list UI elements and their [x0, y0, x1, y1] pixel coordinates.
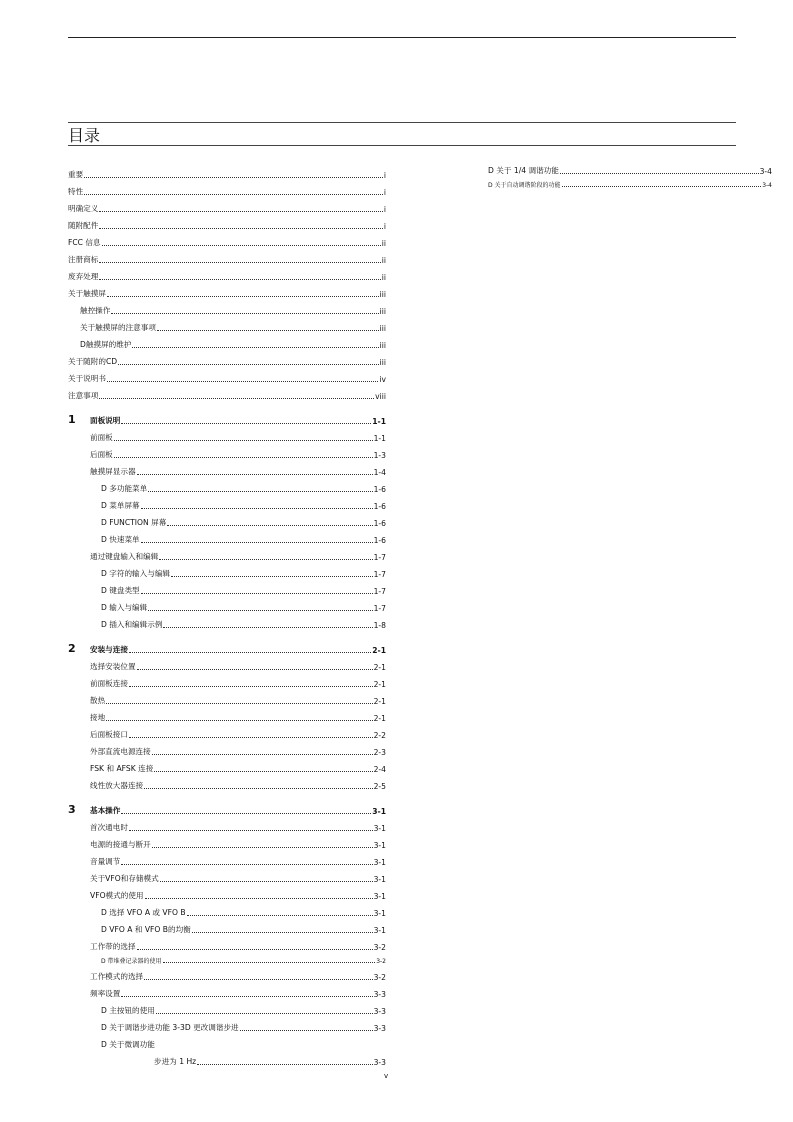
dot-leader	[167, 525, 372, 526]
toc-entry-page: i	[383, 222, 386, 231]
toc-entry-page: 3-1	[373, 858, 386, 867]
toc-entry-label: D 关于 1/4 调谐功能	[488, 166, 559, 175]
toc-entry-label: 线性放大器连接	[90, 781, 144, 790]
toc-entry-label: D触摸屏的维护	[80, 340, 132, 349]
toc-entry-page: 1-6	[373, 485, 386, 494]
dot-leader	[562, 186, 762, 187]
toc-entry-page: 2-1	[373, 663, 386, 672]
toc-entry-label: D 选择 VFO A 或 VFO B	[101, 908, 186, 917]
toc-entry[interactable]	[68, 460, 386, 477]
toc-entry-label: D 主按钮的使用	[101, 1006, 155, 1015]
dot-leader	[137, 474, 373, 475]
toc-entry-label: FSK 和 AFSK 连接	[90, 764, 154, 773]
dot-leader	[240, 1030, 373, 1031]
toc-entry[interactable]	[68, 1033, 386, 1050]
toc-entry[interactable]	[68, 1016, 386, 1033]
toc-entry[interactable]	[68, 816, 386, 833]
dot-leader	[141, 542, 373, 543]
toc-entry-page: 3-3	[373, 1058, 386, 1067]
toc-entry[interactable]	[68, 723, 386, 740]
toc-entry[interactable]	[68, 982, 386, 999]
toc-entry-label: D 菜单屏幕	[101, 501, 140, 510]
toc-entry[interactable]	[68, 935, 386, 952]
toc-entry-label: D FUNCTION 屏幕	[101, 518, 167, 527]
toc-entry-page: viii	[375, 392, 386, 401]
dot-leader	[154, 771, 372, 772]
dot-leader	[144, 788, 372, 789]
dot-leader	[148, 491, 372, 492]
dot-leader	[99, 262, 380, 263]
dot-leader	[107, 296, 379, 297]
toc-entry-label: 频率设置	[90, 989, 121, 998]
toc-entry-label: 后面板接口	[90, 730, 128, 739]
toc-entry-label: 工作模式的选择	[90, 972, 144, 981]
toc-entry[interactable]	[68, 740, 386, 757]
dot-leader	[144, 979, 372, 980]
toc-entry[interactable]	[68, 757, 386, 774]
dot-leader	[163, 962, 376, 963]
toc-entry-page: 1-1	[372, 417, 386, 426]
dot-leader	[99, 211, 383, 212]
toc-entry-page: 2-1	[373, 680, 386, 689]
chapter-number: 1	[68, 413, 76, 426]
dot-leader	[187, 915, 373, 916]
toc-entry[interactable]	[68, 528, 386, 545]
toc-entry[interactable]	[68, 850, 386, 867]
dot-leader	[159, 559, 372, 560]
dot-leader	[171, 576, 373, 577]
title-rule-bottom	[68, 145, 736, 146]
toc-entry-page: 3-2	[373, 973, 386, 982]
toc-entry-page: 1-7	[373, 570, 386, 579]
dot-leader	[102, 245, 381, 246]
toc-entry-label: 触摸屏显示器	[90, 467, 136, 476]
toc-entry[interactable]	[68, 511, 386, 528]
toc-entry-label: 前面板连接	[90, 679, 128, 688]
dot-leader	[132, 347, 378, 348]
dot-leader	[141, 508, 373, 509]
toc-entry[interactable]	[68, 367, 386, 384]
toc-entry-page: 1-8	[373, 621, 386, 630]
toc-entry[interactable]	[68, 952, 386, 965]
toc-entry-label: D 字符的输入与编辑	[101, 569, 171, 578]
toc-entry-page: 2-2	[373, 731, 386, 740]
toc-entry-label: VFO模式的使用	[90, 891, 144, 900]
toc-entry-label: 前面板	[90, 433, 113, 442]
toc-entry-label: 通过键盘输入和编辑	[90, 552, 159, 561]
toc-entry-page: 3-1	[373, 892, 386, 901]
toc-entry-label: D 关于调谐步进功能 3-3D 更改调谐步进	[101, 1023, 239, 1032]
dot-leader	[118, 364, 379, 365]
toc-entry-page: 1-7	[373, 553, 386, 562]
toc-entry-page: iii	[379, 290, 386, 299]
dot-leader	[137, 949, 373, 950]
toc-entry-page: 2-1	[373, 714, 386, 723]
toc-entry[interactable]	[68, 214, 386, 231]
dot-leader	[111, 313, 378, 314]
toc-entry-label: 外部直流电源连接	[90, 747, 151, 756]
toc-entry[interactable]	[68, 494, 386, 511]
toc-entry[interactable]	[68, 655, 386, 672]
dot-leader	[129, 737, 373, 738]
toc-entry-page: 1-6	[373, 502, 386, 511]
dot-leader	[84, 194, 383, 195]
toc-entry[interactable]	[68, 163, 386, 180]
toc-entry-label: 后面板	[90, 450, 113, 459]
toc-entry-page: 2-5	[373, 782, 386, 791]
toc-entry[interactable]	[68, 562, 386, 579]
toc-entry-page: 3-3	[373, 1007, 386, 1016]
toc-entry-page: 3-1	[373, 926, 386, 935]
toc-entry[interactable]	[68, 265, 386, 282]
toc-entry-page: i	[383, 171, 386, 180]
toc-chapter[interactable]	[68, 407, 386, 426]
toc-entry[interactable]	[68, 180, 386, 197]
toc-entry[interactable]	[68, 901, 386, 918]
toc-entry-label: 工作带的选择	[90, 942, 136, 951]
header-rule	[68, 37, 736, 38]
toc-entry[interactable]	[68, 426, 386, 443]
dot-leader	[152, 847, 373, 848]
toc-entry-page: ii	[381, 273, 386, 282]
toc-entry-label: D 键盘类型	[101, 586, 140, 595]
toc-entry-label: 散热	[90, 696, 106, 705]
toc-entry[interactable]	[68, 833, 386, 850]
toc-entry[interactable]	[68, 689, 386, 706]
toc-entry-page: 1-7	[373, 587, 386, 596]
dot-leader	[192, 932, 373, 933]
dot-leader	[129, 830, 373, 831]
toc-entry[interactable]	[68, 613, 386, 630]
toc-entry-label: 选择安装位置	[90, 662, 136, 671]
toc-entry-page: 1-1	[373, 434, 386, 443]
toc-entry-label: 关于VFO和存储模式	[90, 874, 159, 883]
dot-leader	[121, 996, 372, 997]
toc-entry-label: 步进为 1 Hz	[154, 1057, 197, 1066]
dot-leader	[145, 898, 373, 899]
toc-entry-label: D 多功能菜单	[101, 484, 148, 493]
toc-entry-page: iii	[379, 358, 386, 367]
toc-entry[interactable]	[68, 197, 386, 214]
dot-leader	[156, 1013, 373, 1014]
dot-leader	[99, 398, 374, 399]
toc-entry-page: 3-1	[373, 824, 386, 833]
page-title: 目录	[68, 126, 101, 145]
toc-entry[interactable]	[68, 867, 386, 884]
toc-entry-label: 面板说明	[90, 416, 121, 425]
toc-entry-label: 注册商标	[68, 255, 99, 264]
dot-leader	[121, 864, 372, 865]
toc-entry[interactable]	[68, 672, 386, 689]
title-rule-top	[68, 122, 736, 123]
toc-entry-label: D 关于自动调谐阶段的功能	[488, 182, 561, 189]
toc-entry-label: D 带堆叠记录器的使用	[101, 958, 162, 965]
chapter-number: 3	[68, 803, 76, 816]
toc-entry[interactable]	[68, 579, 386, 596]
toc-entry-page: 3-3	[373, 1024, 386, 1033]
toc-entry-page: ii	[381, 256, 386, 265]
dot-leader	[114, 457, 373, 458]
toc-entry-label: 明确定义	[68, 204, 99, 213]
toc-entry[interactable]	[68, 774, 386, 791]
toc-entry-page: 2-3	[373, 748, 386, 757]
toc-entry[interactable]	[68, 884, 386, 901]
toc-entry-page: ii	[381, 239, 386, 248]
toc-entry-page: 3-1	[372, 807, 386, 816]
toc-entry-page: 2-1	[373, 697, 386, 706]
toc-entry-page: 1-4	[373, 468, 386, 477]
dot-leader	[137, 669, 373, 670]
toc-entry-label: 废弃处理	[68, 272, 99, 281]
toc-chapter[interactable]	[68, 797, 386, 816]
toc-entry-page: 3-2	[373, 943, 386, 952]
dot-leader	[121, 813, 371, 814]
toc-entry-label: 特性	[68, 187, 84, 196]
toc-entry[interactable]	[68, 299, 386, 316]
toc-entry-label: FCC 信息	[68, 238, 101, 247]
toc-entry-page: 3-1	[373, 841, 386, 850]
toc-entry[interactable]	[68, 1050, 386, 1067]
toc-entry-label: 音量调节	[90, 857, 121, 866]
toc-entry[interactable]	[68, 965, 386, 982]
toc-entry[interactable]	[68, 350, 386, 367]
toc-entry-label: 注意事项	[68, 391, 99, 400]
dot-leader	[99, 279, 380, 280]
toc-entry[interactable]	[68, 384, 386, 401]
toc-entry-page: 2-4	[373, 765, 386, 774]
toc-entry-page: iii	[379, 307, 386, 316]
toc-entry[interactable]	[68, 443, 386, 460]
toc-entry-page: i	[383, 205, 386, 214]
toc-entry-label: 关于随附的CD	[68, 357, 118, 366]
toc-entry-label: 基本操作	[90, 806, 121, 815]
toc-entry-label: 电源的接通与断开	[90, 840, 151, 849]
toc-entry-label: 关于说明书	[68, 374, 106, 383]
toc-entry-label: 随附配件	[68, 221, 99, 230]
toc-entry-page: 1-6	[373, 536, 386, 545]
toc-chapter[interactable]	[68, 636, 386, 655]
page-number: v	[384, 1072, 389, 1080]
toc-entry-label: 重要	[68, 170, 84, 179]
dot-leader	[106, 703, 372, 704]
toc-entry-label: D 快速菜单	[101, 535, 140, 544]
toc-entry-page: 1-6	[373, 519, 386, 528]
toc-entry-page: 3-4	[762, 182, 772, 189]
toc-entry[interactable]	[68, 545, 386, 562]
toc-entry[interactable]	[68, 333, 386, 350]
dot-leader	[148, 610, 372, 611]
toc-entry-label: 关于触摸屏的注意事项	[80, 323, 156, 332]
dot-leader	[129, 686, 373, 687]
toc-entry-label: 关于触摸屏	[68, 289, 106, 298]
toc-entry[interactable]	[68, 918, 386, 935]
toc-entry[interactable]	[488, 176, 772, 189]
toc-entry[interactable]	[68, 248, 386, 265]
dot-leader	[129, 652, 371, 653]
toc-entry-page: 1-3	[373, 451, 386, 460]
toc-entry-page: 3-4	[759, 167, 772, 176]
dot-leader	[197, 1064, 372, 1065]
dot-leader	[121, 423, 371, 424]
toc-entry-label: D 插入和编辑示例	[101, 620, 163, 629]
toc-right-column	[488, 159, 772, 189]
dot-leader	[99, 228, 383, 229]
toc-entry[interactable]	[68, 282, 386, 299]
toc-entry-page: i	[383, 188, 386, 197]
toc-entry-page: 3-1	[373, 875, 386, 884]
toc-entry[interactable]	[68, 706, 386, 723]
toc-entry-label: 安装与连接	[90, 645, 128, 654]
toc-entry-page: 3-2	[376, 958, 386, 965]
dot-leader	[152, 754, 373, 755]
toc-entry-page: 1-7	[373, 604, 386, 613]
chapter-number: 2	[68, 642, 76, 655]
toc-entry-page: 3-1	[373, 909, 386, 918]
toc-entry[interactable]	[488, 159, 772, 176]
toc-entry-label: D 输入与编辑	[101, 603, 148, 612]
toc-entry[interactable]	[68, 316, 386, 333]
toc-entry-page: 2-1	[372, 646, 386, 655]
dot-leader	[84, 177, 383, 178]
toc-entry-label: D VFO A 和 VFO B的均衡	[101, 925, 191, 934]
dot-leader	[560, 173, 759, 174]
dot-leader	[106, 720, 372, 721]
dot-leader	[141, 593, 373, 594]
toc-entry-label: 首次通电时	[90, 823, 128, 832]
dot-leader	[157, 330, 379, 331]
toc-entry[interactable]	[68, 999, 386, 1016]
toc-entry-page: iii	[379, 341, 386, 350]
dot-leader	[160, 881, 373, 882]
toc-entry-label: 触控操作	[80, 306, 111, 315]
dot-leader	[114, 440, 373, 441]
dot-leader	[163, 627, 372, 628]
toc-entry-page: 3-3	[373, 990, 386, 999]
toc-left-column	[68, 163, 386, 1067]
toc-entry-page: iii	[379, 324, 386, 333]
toc-entry[interactable]	[68, 596, 386, 613]
toc-entry-page: iv	[379, 375, 386, 384]
toc-entry-label: D 关于微调功能	[101, 1040, 155, 1049]
toc-entry[interactable]	[68, 231, 386, 248]
toc-entry-label: 接地	[90, 713, 106, 722]
toc-entry[interactable]	[68, 477, 386, 494]
dot-leader	[107, 381, 378, 382]
